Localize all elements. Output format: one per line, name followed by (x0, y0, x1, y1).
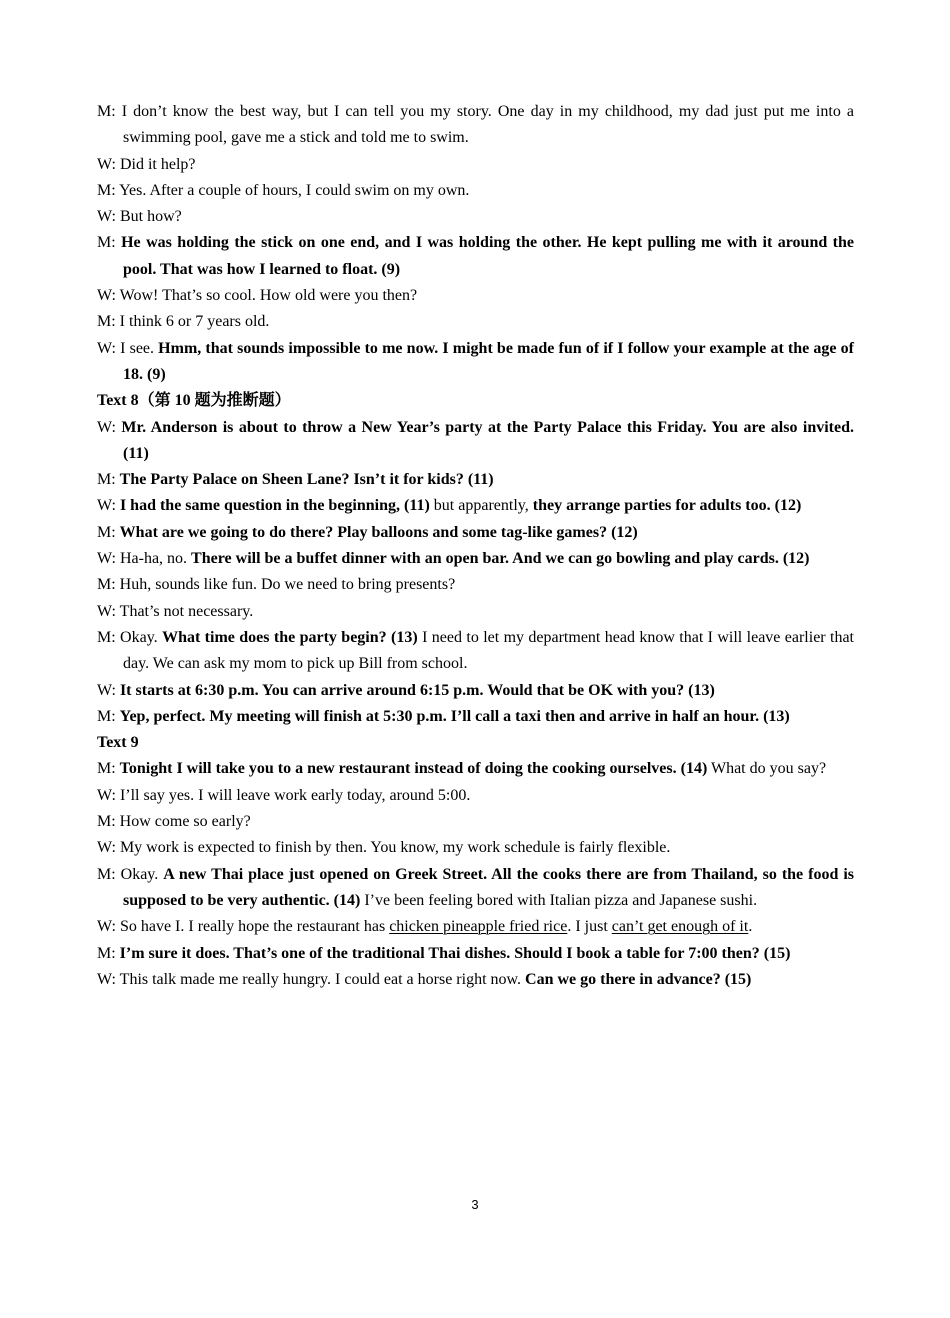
dialogue-line (97, 178, 854, 204)
key-answer-text: He was holding the stick on one end, and I was holding the other. He kept pulling me with it around the pool. That was how I learned to float. (9) (121, 234, 854, 278)
dialogue-line (97, 572, 854, 598)
dialogue-text: What do you say? (707, 760, 827, 778)
dialogue-text: M: (97, 760, 120, 778)
dialogue-line (97, 625, 854, 678)
dialogue-line (97, 99, 854, 152)
key-answer-text: I’m sure it does. That’s one of the traditional Thai dishes. Should I book a table for 7:00 then? (15) (119, 944, 791, 962)
dialogue-text: W: But how? (97, 208, 182, 226)
dialogue-line (97, 756, 854, 782)
dialogue-line (97, 204, 854, 230)
transcript-body (97, 99, 854, 993)
dialogue-text: M: Huh, sounds like fun. Do we need to bring presents? (97, 576, 456, 594)
dialogue-line (97, 678, 854, 704)
key-answer-text: What time does the party begin? (13) (162, 628, 418, 646)
dialogue-line (97, 415, 854, 468)
key-answer-text: Text 9 (97, 734, 139, 752)
dialogue-text: but apparently, (429, 497, 533, 515)
dialogue-line (97, 467, 854, 493)
dialogue-text: W: My work is expected to finish by then. You know, my work schedule is fairly flexible. (97, 839, 671, 857)
dialogue-text: M: I think 6 or 7 years old. (97, 313, 270, 331)
key-answer-text: Tonight I will take you to a new restaurant instead of doing the cooking ourselves. (14) (119, 760, 708, 778)
dialogue-line (97, 493, 854, 519)
key-answer-text: I had the same question in the beginning, (11) (119, 497, 430, 515)
dialogue-line (97, 809, 854, 835)
key-answer-text: A new Thai place just opened on Greek Street. All the cooks there are from Thailand, so the food is supposed to be very authentic. (14) (123, 865, 854, 909)
dialogue-text: M: How come so early? (97, 813, 251, 831)
dialogue-text: M: Okay. (97, 865, 164, 883)
dialogue-text: W: (97, 497, 120, 515)
key-answer-text: Text 8（第 10 题为推断题） (97, 392, 291, 410)
key-answer-text: Mr. Anderson is about to throw a New Year’s party at the Party Palace this Friday. You are also invited. (11) (121, 418, 855, 462)
key-answer-text: Hmm, that sounds impossible to me now. I might be made fun of if I follow your example at the age of 18. (9) (123, 339, 854, 383)
dialogue-text: M: (97, 523, 120, 541)
dialogue-line (97, 546, 854, 572)
key-answer-text: Can we go there in advance? (15) (525, 970, 752, 988)
dialogue-text: M: (97, 707, 120, 725)
key-answer-text: It starts at 6:30 p.m. You can arrive around 6:15 p.m. Would that be OK with you? (13) (119, 681, 715, 699)
dialogue-text: W: Wow! That’s so cool. How old were you then? (97, 287, 418, 305)
dialogue-text: I’ve been feeling bored with Italian pizza and Japanese sushi. (360, 891, 758, 909)
section-heading (97, 730, 854, 756)
dialogue-line (97, 309, 854, 335)
dialogue-text: M: Yes. After a couple of hours, I could swim on my own. (97, 181, 470, 199)
dialogue-text: . I just (567, 918, 612, 936)
dialogue-line (97, 336, 854, 389)
key-answer-text: What are we going to do there? Play balloons and some tag-like games? (12) (119, 523, 638, 541)
underlined-text: chicken pineapple fried rice (389, 918, 568, 936)
dialogue-line (97, 967, 854, 993)
key-answer-text: Yep, perfect. My meeting will finish at 5:30 p.m. I’ll call a taxi then and arrive in half an hour. (13) (119, 707, 790, 725)
dialogue-line (97, 152, 854, 178)
dialogue-line (97, 599, 854, 625)
dialogue-text: W: I’ll say yes. I will leave work early today, around 5:00. (97, 786, 471, 804)
dialogue-line (97, 704, 854, 730)
dialogue-text: I need to let my department head know that I will leave earlier that day. We can ask my mom to pick up Bill from school. (123, 628, 855, 673)
dialogue-text: W: That’s not necessary. (97, 602, 254, 620)
dialogue-text: M: I don’t know the best way, but I can tell you my story. One day in my childhood, my dad just put me into a swimming pool, gave me a stick and told me to swim. (97, 103, 854, 147)
dialogue-text: W: So have I. I really hope the restaurant has (97, 918, 390, 936)
dialogue-text: W: This talk made me really hungry. I could eat a horse right now. (97, 970, 526, 988)
key-answer-text: There will be a buffet dinner with an open bar. And we can go bowling and play cards. (12) (191, 550, 810, 568)
dialogue-line (97, 941, 854, 967)
dialogue-line (97, 283, 854, 309)
underlined-text: can’t get enough of it (611, 918, 749, 936)
dialogue-line (97, 862, 854, 915)
dialogue-line (97, 783, 854, 809)
key-answer-text: The Party Palace on Sheen Lane? Isn’t it for kids? (11) (119, 471, 494, 489)
dialogue-text: . (748, 918, 753, 936)
dialogue-text: W: (97, 681, 120, 699)
dialogue-text: M: (97, 944, 120, 962)
page-number: 3 (471, 1197, 479, 1212)
dialogue-line (97, 520, 854, 546)
dialogue-text: W: Ha-ha, no. (97, 550, 192, 568)
dialogue-line (97, 914, 854, 940)
dialogue-text: M: Okay. (97, 628, 163, 646)
dialogue-line (97, 230, 854, 283)
dialogue-text: M: (97, 234, 122, 252)
dialogue-text: M: (97, 471, 120, 489)
key-answer-text: they arrange parties for adults too. (12) (532, 497, 802, 515)
dialogue-text: W: I see. (97, 339, 159, 357)
section-heading (97, 388, 854, 414)
dialogue-line (97, 835, 854, 861)
dialogue-text: W: Did it help? (97, 155, 196, 173)
dialogue-text: W: (97, 418, 122, 436)
